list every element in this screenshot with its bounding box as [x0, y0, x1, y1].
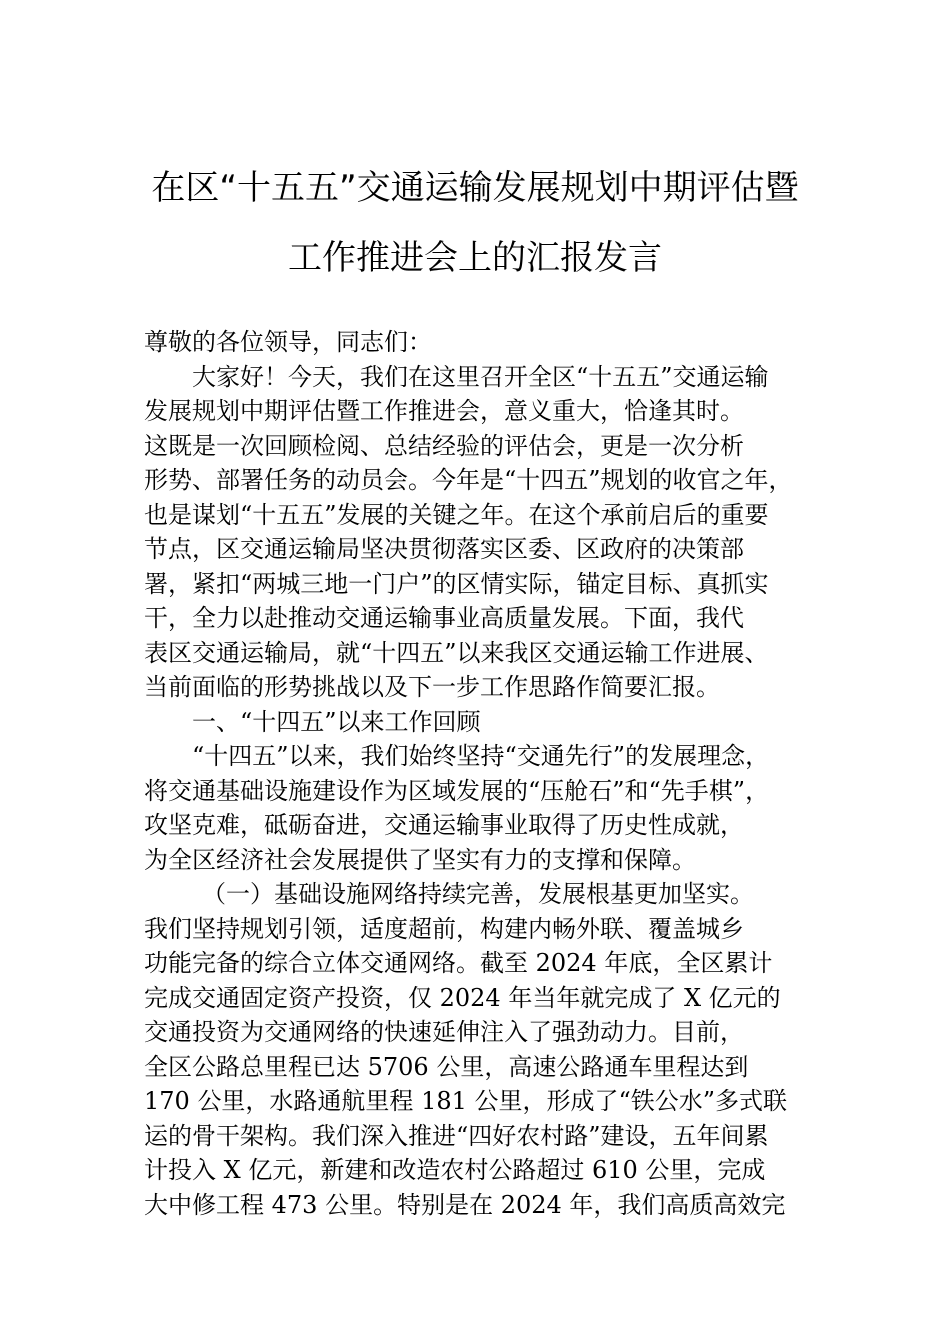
paragraph-line: 交通投资为交通网络的快速延伸注入了强劲动力。目前， [144, 1018, 744, 1046]
paragraph-line: 大中修工程 473 公里。特别是在 2024 年，我们高质高效完 [144, 1190, 786, 1219]
paragraph-line: 干，全力以赴推动交通运输事业高质量发展。下面，我代 [144, 604, 744, 632]
paragraph-line: 计投入 X 亿元，新建和改造农村公路超过 610 公里，完成 [144, 1156, 766, 1184]
paragraph-line: 发展规划中期评估暨工作推进会，意义重大，恰逢其时。 [144, 397, 744, 425]
paragraph-line: “十四五”以来，我们始终坚持“交通先行”的发展理念， [192, 742, 770, 770]
paragraph-line: 我们坚持规划引领，适度超前，构建内畅外联、覆盖城乡 [144, 914, 744, 943]
paragraph-line: 将交通基础设施建设作为区域发展的“压舱石”和“先手棋”， [144, 776, 770, 805]
paragraph-line: 全区公路总里程已达 5706 公里，高速公路通车里程达到 [144, 1052, 749, 1081]
paragraph-line: 形势、部署任务的动员会。今年是“十四五”规划的收官之年， [144, 466, 793, 494]
paragraph-line: 170 公里，水路通航里程 181 公里，形成了“铁公水”多式联 [144, 1087, 788, 1115]
document-body [144, 325, 834, 1222]
paragraph-line: 攻坚克难，砥砺奋进，交通运输事业取得了历史性成就， [144, 811, 744, 839]
document-title-line-1: 在区“十五五”交通运输发展规划中期评估暨 [151, 168, 799, 208]
section-heading: 一、“十四五”以来工作回顾 [192, 707, 481, 736]
paragraph-line: 运的骨干架构。我们深入推进“四好农村路”建设，五年间累 [144, 1121, 769, 1150]
subsection-heading: （一）基础设施网络持续完善，发展根基更加坚实。 [202, 880, 754, 908]
document-title-line-2: 工作推进会上的汇报发言 [288, 238, 662, 278]
paragraph-line: 完成交通固定资产投资，仅 2024 年当年就完成了 X 亿元的 [144, 983, 781, 1012]
paragraph-line: 表区交通运输局，就“十四五”以来我区交通运输工作进展、 [144, 638, 769, 667]
paragraph-line: 这既是一次回顾检阅、总结经验的评估会，更是一次分析 [144, 431, 744, 460]
paragraph-line: 当前面临的形势挑战以及下一步工作思路作简要汇报。 [144, 673, 720, 701]
salutation: 尊敬的各位领导，同志们： [144, 328, 432, 356]
paragraph-line: 大家好！今天，我们在这里召开全区“十五五”交通运输 [192, 362, 769, 391]
paragraph-line: 功能完备的综合立体交通网络。截至 2024 年底，全区累计 [144, 949, 773, 977]
paragraph-line: 署，紧扣“两城三地一门户”的区情实际，锚定目标、真抓实 [144, 569, 769, 598]
paragraph-line: 也是谋划“十五五”发展的关键之年。在这个承前启后的重要 [144, 500, 769, 529]
paragraph-line: 节点，区交通运输局坚决贯彻落实区委、区政府的决策部 [144, 535, 744, 563]
paragraph-line: 为全区经济社会发展提供了坚实有力的支撑和保障。 [144, 845, 696, 874]
